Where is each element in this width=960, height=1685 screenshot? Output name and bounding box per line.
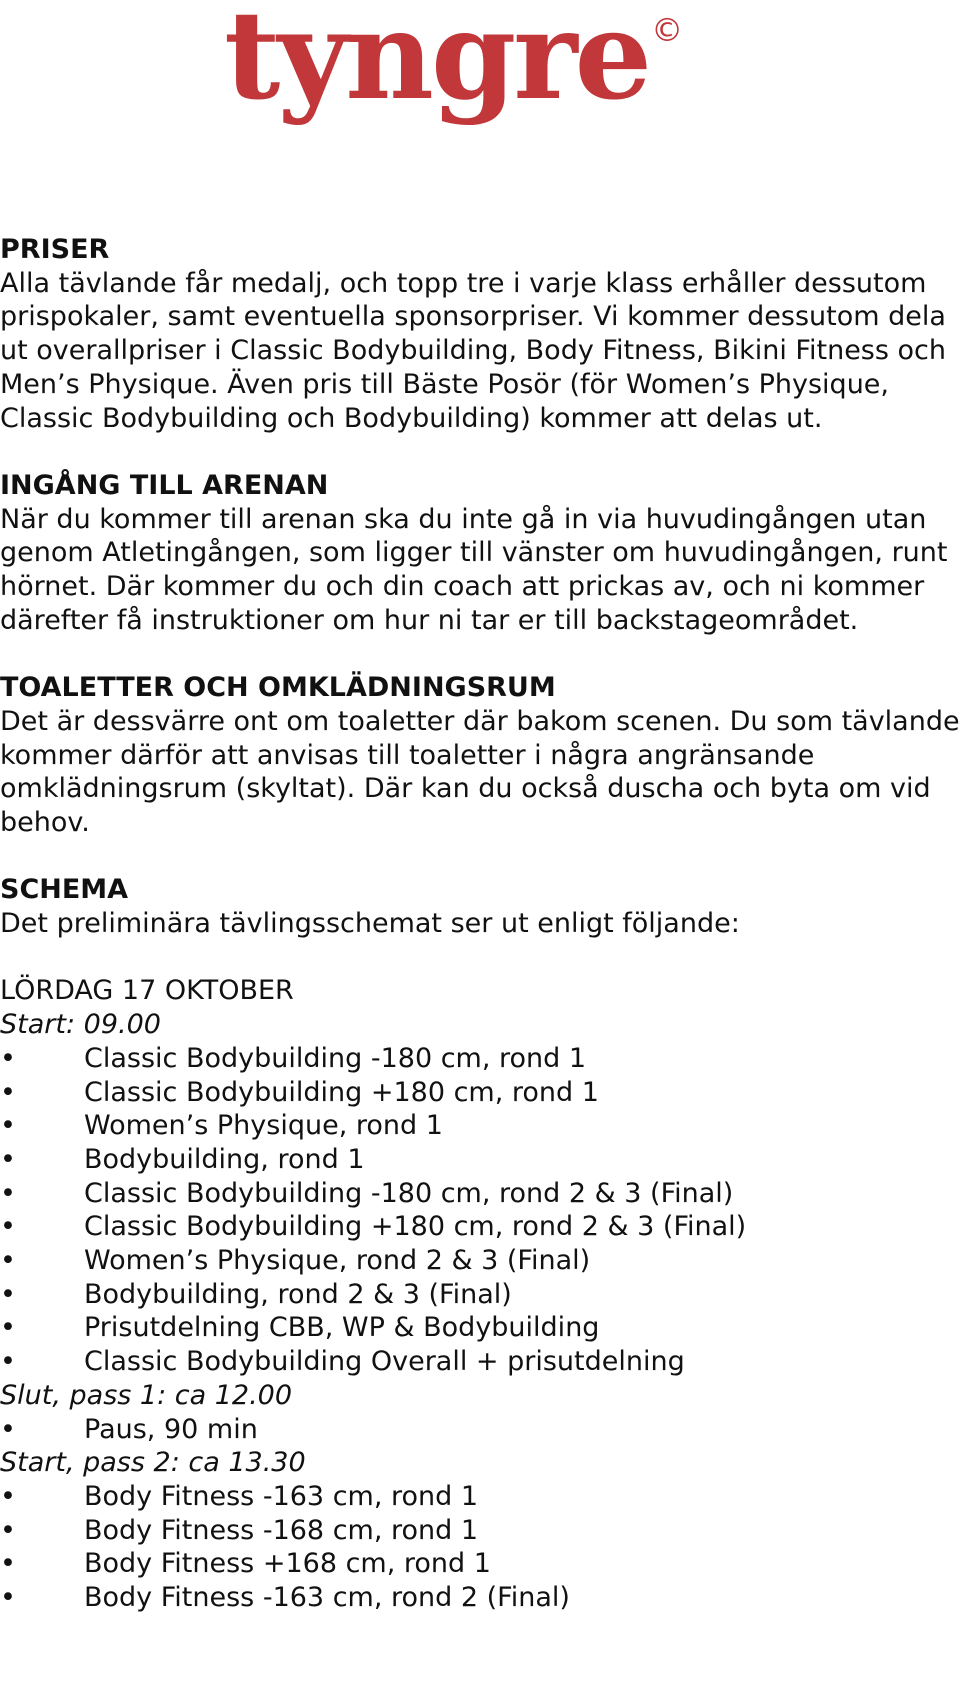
list-item bbox=[0, 1244, 960, 1278]
list-item bbox=[0, 1514, 960, 1548]
bullet-icon bbox=[0, 1076, 84, 1110]
heading-priser: PRISER bbox=[0, 234, 110, 265]
list-item-text: Prisutdelning CBB, WP & Bodybuilding bbox=[84, 1312, 600, 1344]
list-item-text: Paus, 90 min bbox=[84, 1413, 258, 1445]
heading-schema: SCHEMA bbox=[0, 874, 129, 906]
list-item-text: Bodybuilding, rond 1 bbox=[84, 1143, 365, 1175]
section-toaletter bbox=[0, 671, 960, 840]
list-item bbox=[0, 1278, 960, 1312]
bullet-icon bbox=[0, 1109, 84, 1143]
list-item bbox=[0, 1143, 960, 1177]
bullet-icon bbox=[0, 1581, 84, 1615]
list-item bbox=[0, 1345, 960, 1379]
section-schema bbox=[0, 873, 960, 1614]
bullet-icon bbox=[0, 1042, 84, 1076]
bullet-icon bbox=[0, 1278, 84, 1312]
schedule-pause bbox=[0, 1413, 960, 1447]
section-ingang bbox=[0, 469, 960, 638]
list-item bbox=[0, 1547, 960, 1581]
document-body bbox=[0, 233, 960, 1615]
schedule-list-1 bbox=[0, 1042, 960, 1379]
list-item bbox=[0, 1311, 960, 1345]
list-item-text: Classic Bodybuilding +180 cm, rond 2 & 3 (Final) bbox=[84, 1211, 747, 1243]
list-item-text: Women’s Physique, rond 2 & 3 (Final) bbox=[84, 1245, 591, 1277]
logo-wordmark: tyngre bbox=[224, 0, 650, 127]
list-item-text: Body Fitness +168 cm, rond 1 bbox=[84, 1548, 491, 1580]
schema-date: LÖRDAG 17 OKTOBER bbox=[0, 975, 294, 1007]
list-item bbox=[0, 1581, 960, 1615]
list-item bbox=[0, 1042, 960, 1076]
list-item bbox=[0, 1413, 960, 1447]
bullet-icon bbox=[0, 1177, 84, 1211]
list-item-text: Body Fitness -163 cm, rond 2 (Final) bbox=[84, 1582, 570, 1614]
schedule-list-2 bbox=[0, 1480, 960, 1615]
list-item-text: Classic Bodybuilding -180 cm, rond 1 bbox=[84, 1042, 587, 1074]
bullet-icon bbox=[0, 1413, 84, 1447]
schema-start-2: Start, pass 2: ca 13.30 bbox=[0, 1447, 306, 1479]
list-item-text: Body Fitness -168 cm, rond 1 bbox=[84, 1514, 479, 1546]
heading-ingang: INGÅNG TILL ARENAN bbox=[0, 469, 329, 501]
bullet-icon bbox=[0, 1345, 84, 1379]
schema-start-1: Start: 09.00 bbox=[0, 1009, 161, 1041]
list-item-text: Classic Bodybuilding +180 cm, rond 1 bbox=[84, 1076, 599, 1108]
paragraph-priser: Alla tävlande får medalj, och topp tre i varje klass erhåller dessutom prispokaler, samt eventuella sponsorpriser. Vi kommer dessutom dela ut overallpriser i Classic Bodybuilding, Body Fitness, Bikini Fitness och Men’s Physique. Även pris till Bäste Posör (för Women’s Physique, Classic Bodybuilding och Bodybuilding) kommer att delas ut. bbox=[0, 267, 947, 434]
paragraph-toaletter: Det är dessvärre ont om toaletter där bakom scenen. Du som tävlande kommer därför att anvisas till toaletter i några angränsande omklädningsrum (skyltat). Där kan du också duscha och byta om vid behov. bbox=[0, 705, 960, 838]
bullet-icon bbox=[0, 1514, 84, 1548]
list-item bbox=[0, 1076, 960, 1110]
bullet-icon bbox=[0, 1480, 84, 1514]
list-item-text: Body Fitness -163 cm, rond 1 bbox=[84, 1480, 479, 1512]
schema-intro: Det preliminära tävlingsschemat ser ut enligt följande: bbox=[0, 908, 740, 940]
tyngre-logo bbox=[224, 0, 684, 127]
bullet-icon bbox=[0, 1143, 84, 1177]
heading-toaletter: TOALETTER OCH OMKLÄDNINGSRUM bbox=[0, 672, 556, 704]
section-priser bbox=[0, 233, 960, 435]
list-item-text: Women’s Physique, rond 1 bbox=[84, 1110, 443, 1142]
bullet-icon bbox=[0, 1210, 84, 1244]
bullet-icon bbox=[0, 1244, 84, 1278]
list-item-text: Classic Bodybuilding -180 cm, rond 2 & 3 (Final) bbox=[84, 1177, 734, 1209]
list-item-text: Classic Bodybuilding Overall + prisutdelning bbox=[84, 1346, 685, 1378]
copyright-mark: © bbox=[651, 11, 684, 49]
list-item bbox=[0, 1109, 960, 1143]
list-item bbox=[0, 1480, 960, 1514]
schema-end-1: Slut, pass 1: ca 12.00 bbox=[0, 1379, 293, 1411]
list-item bbox=[0, 1177, 960, 1211]
list-item-text: Bodybuilding, rond 2 & 3 (Final) bbox=[84, 1278, 512, 1310]
bullet-icon bbox=[0, 1311, 84, 1345]
paragraph-ingang: När du kommer till arenan ska du inte gå in via huvudingången utan genom Atletingången, som ligger till vänster om huvudingången, runt hörnet. Där kommer du och din coach att prickas av, och ni kommer därefter få instruktioner om hur ni tar er till backstageområdet. bbox=[0, 503, 948, 636]
list-item bbox=[0, 1210, 960, 1244]
bullet-icon bbox=[0, 1547, 84, 1581]
